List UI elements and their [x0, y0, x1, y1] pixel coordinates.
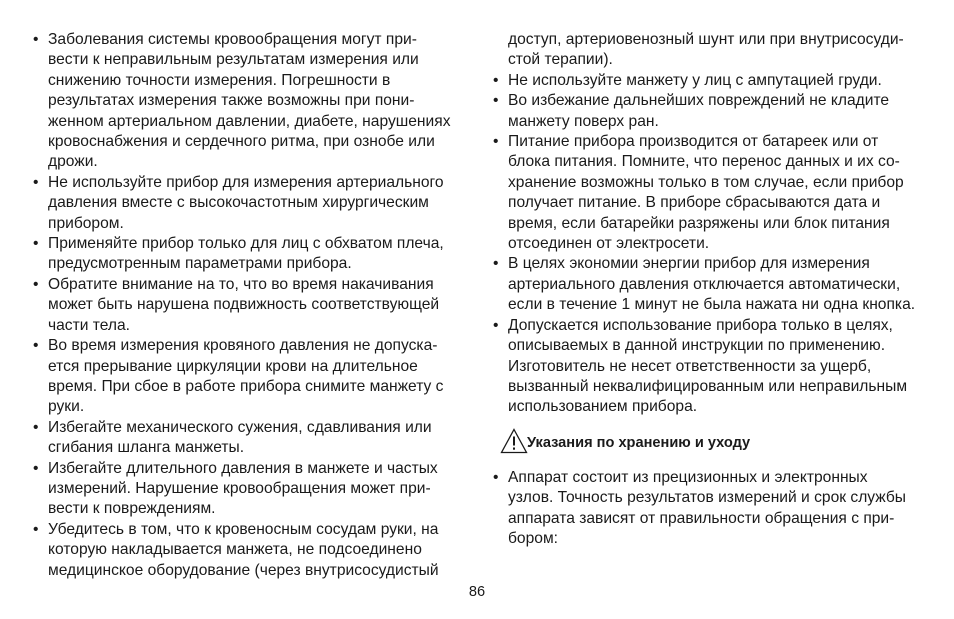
text-line: аппарата зависят от правильности обращения с при- [508, 509, 895, 527]
bullet-item [30, 234, 462, 275]
text-line: давления вместе с высокочастотным хирургическим [48, 194, 429, 212]
warning-triangle-icon [500, 428, 528, 454]
text-line: медицинское оборудование (через внутрисосудистый [48, 561, 439, 579]
text-line: сгибания шланга манжеты. [48, 439, 245, 457]
bullet-marker: • [33, 520, 39, 538]
text-line: предусмотренным параметрами прибора. [48, 255, 352, 273]
text-line: части тела. [48, 316, 131, 334]
text-line: В целях экономии энергии прибор для измерения [508, 255, 870, 273]
bullet-item [30, 418, 462, 459]
text-line: стой терапии). [508, 51, 613, 69]
text-line: ется прерывание циркуляции крови на длительное [48, 357, 418, 375]
bullet-marker: • [493, 92, 499, 110]
text-line: Убедитесь в том, что к кровеносным сосудам руки, на [48, 520, 439, 538]
text-line: время. При сбое в работе прибора снимите манжету с [48, 377, 444, 395]
text-line: дрожи. [48, 153, 98, 171]
bullet-item [490, 132, 926, 254]
text-line: Аппарат состоит из прецизионных и электронных [508, 468, 868, 486]
text-line: Избегайте длительного давления в манжете и частых [48, 459, 438, 477]
text-line: Обратите внимание на то, что во время накачивания [48, 275, 434, 293]
bullet-marker: • [33, 31, 39, 48]
bullet-item [490, 468, 926, 550]
text-line: Не используйте прибор для измерения артериального [48, 173, 444, 191]
text-line: может быть нарушена подвижность соответствующей [48, 296, 440, 314]
text-line: кровоснабжения и сердечного ритма, при ознобе или [48, 133, 435, 151]
bullet-marker: • [493, 71, 499, 89]
text-line: женном артериальном давлении, диабете, нарушениях [48, 112, 451, 130]
text-line: доступ, артериовенозный шунт или при внутрисосуди- [508, 31, 904, 48]
bullet-marker: • [33, 418, 39, 436]
bullet-marker: • [33, 337, 39, 355]
text-line: снижению точности измерения. Погрешности в [48, 71, 391, 89]
bullet-item [30, 173, 462, 234]
bullet-marker: • [33, 459, 39, 477]
text-line: которую накладывается манжета, не подсоединено [48, 541, 422, 559]
text-line: вести к повреждениям. [48, 500, 216, 518]
text-line: вести к неправильным результатам измерения или [48, 51, 419, 69]
bullet-marker: • [493, 316, 499, 334]
text-line: Не используйте манжету у лиц с ампутацией груди. [508, 71, 882, 89]
text-line: Во избежание дальнейших повреждений не кладите [508, 92, 890, 110]
bullet-marker: • [493, 133, 499, 151]
bullet-item [30, 336, 462, 418]
text-line: использованием прибора. [508, 398, 698, 416]
text-line: прибором. [48, 214, 124, 232]
section-heading-text: Указания по хранению и уходу [527, 434, 751, 451]
bullet-item [30, 520, 462, 581]
text-line: вызванный неквалифицированным или неправильным [508, 377, 908, 395]
text-line: Изготовитель не несет ответственности за ущерб, [508, 357, 872, 375]
bullet-item [490, 316, 926, 418]
section-heading [490, 428, 926, 464]
text-line: Избегайте механического сужения, сдавливания или [48, 418, 432, 436]
text-line: Во время измерения кровяного давления не допуска- [48, 337, 438, 355]
text-line: описываемых в данной инструкции по применению. [508, 337, 886, 355]
bullet-item [490, 71, 926, 91]
bullet-item [30, 30, 462, 173]
text-line: манжету поверх ран. [508, 112, 659, 130]
text-line: результатах измерения также возможны при пони- [48, 92, 415, 110]
bullet-item [30, 275, 462, 336]
text-line: время, если батарейки разряжены или блок питания [508, 214, 890, 232]
bullet-marker: • [33, 173, 39, 191]
bullet-item [30, 459, 462, 520]
text-line: хранение возможны только в том случае, если прибор [508, 173, 904, 191]
text-line: Заболевания системы кровообращения могут при- [48, 31, 417, 48]
text-line: блока питания. Помните, что перенос данных и их со- [508, 153, 900, 171]
text-line: получает питание. В приборе сбрасываются дата и [508, 194, 881, 212]
bullet-item [490, 254, 926, 315]
text-line: артериального давления отключается автоматически, [508, 275, 901, 293]
right-column [490, 30, 926, 549]
bullet-marker: • [33, 235, 39, 253]
bullet-marker: • [493, 255, 499, 273]
text-line: Применяйте прибор только для лиц с обхватом плеча, [48, 235, 444, 253]
text-line: если в течение 1 минут не была нажата ни одна кнопка. [508, 296, 916, 314]
text-line: бором: [508, 529, 559, 547]
bullet-item [490, 91, 926, 132]
continued-text [490, 30, 926, 71]
text-line: отсоединен от электросети. [508, 235, 710, 253]
text-line: руки. [48, 398, 85, 416]
bullet-marker: • [493, 468, 499, 486]
text-line: Допускается использование прибора только в целях, [508, 316, 893, 334]
text-line: измерений. Нарушение кровообращения может при- [48, 479, 431, 497]
text-line: Питание прибора производится от батареек или от [508, 133, 879, 151]
bullet-marker: • [33, 275, 39, 293]
page-number: 86 [468, 584, 486, 600]
left-column [30, 30, 462, 581]
text-line: узлов. Точность результатов измерений и срок службы [508, 489, 907, 507]
